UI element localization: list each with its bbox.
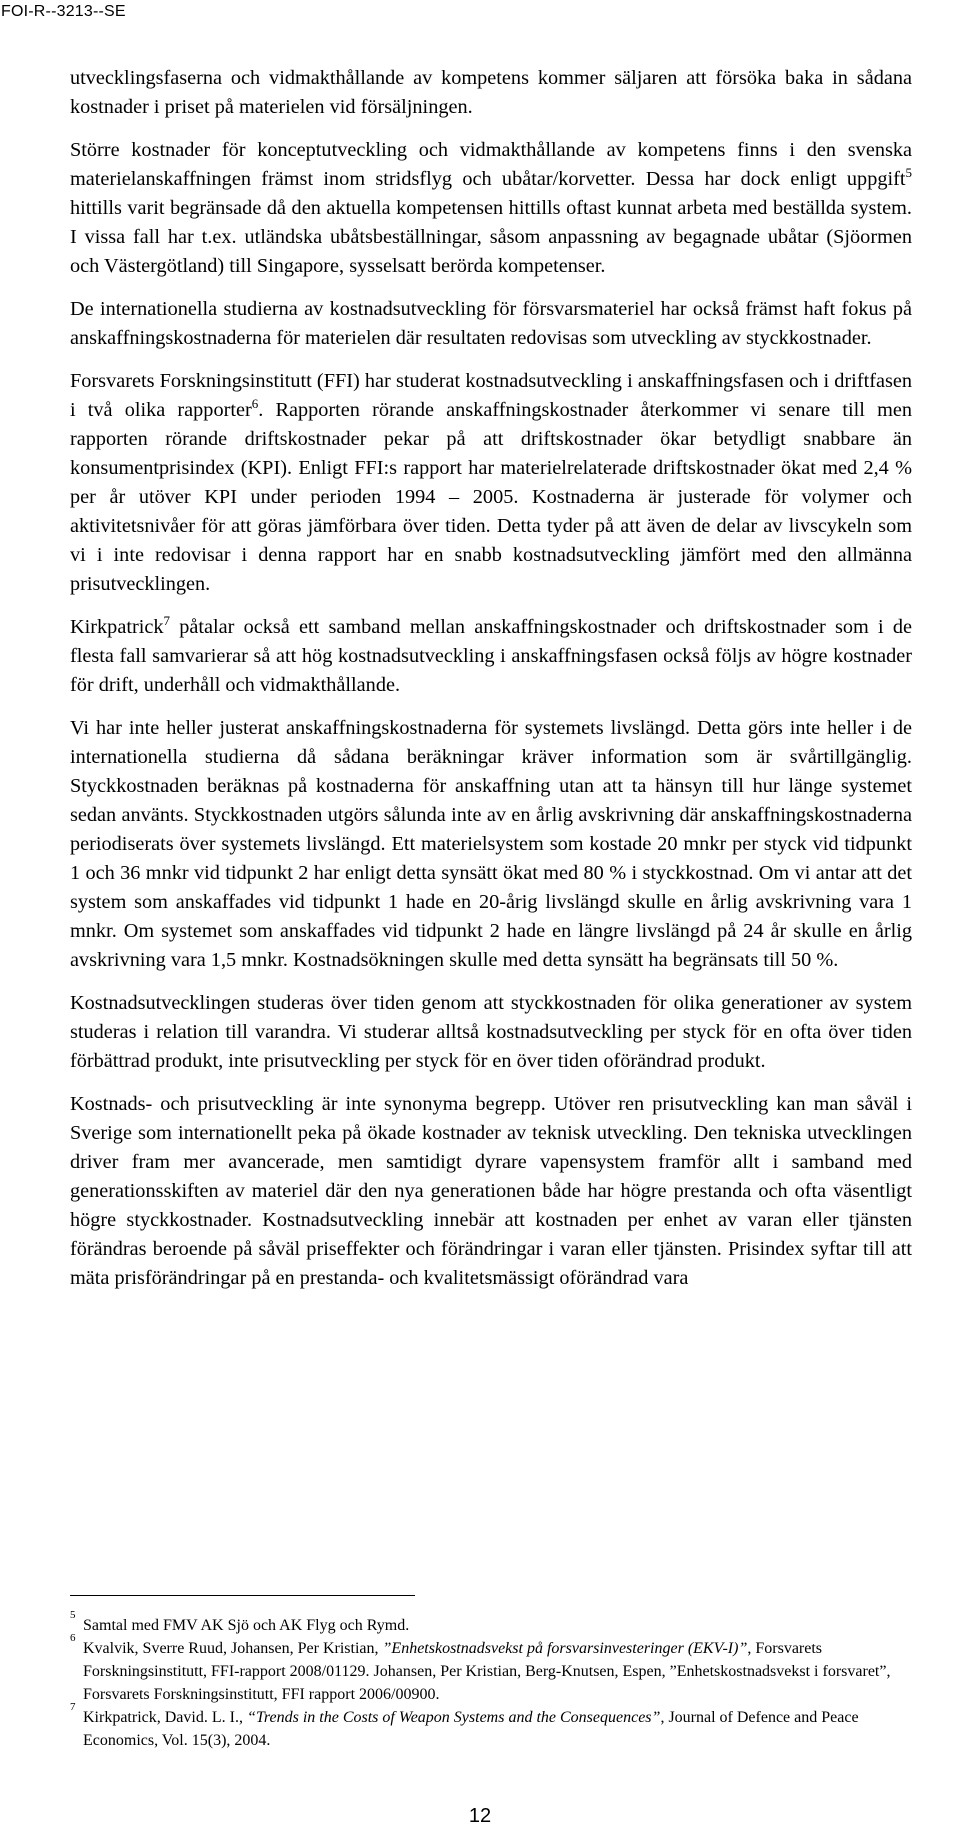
paragraph-7: Kostnadsutvecklingen studeras över tiden genom att styckkostnaden för olika generationer av system studeras i relation till varandra. Vi studerar alltså kostnadsutveckling per styck för en ofta över tiden förbättrad produkt, inte prisutveckling per styck för en över tiden oförändrad produkt.	[70, 992, 912, 1072]
footnote-title: ”Enhetskostnadsvekst på forsvarsinvesteringer (EKV-I)”	[382, 1640, 748, 1657]
footnote-text-a: Kirkpatrick, David. L. I.,	[83, 1709, 247, 1726]
footnote-ref-7: 7	[163, 613, 170, 628]
paragraph-5	[70, 613, 912, 700]
footnote-7	[70, 1701, 912, 1752]
paragraph-2-text-b: hittills varit begränsade då den aktuella kompetensen hittills oftast kunnat arbeta med beställda system. I vissa fall har t.ex. utländska ubåtsbeställningar, såsom anpassning av begagnade ubåtar (Sjöormen och Västergötland) till Singapore, sysselsatt berörda kompetenser.	[70, 197, 912, 277]
footnote-ref-6: 6	[251, 396, 259, 411]
footnote-text-b: , Forsvarets Forskningsinstitutt, FFI-rapport 2008/01129. Johansen, Per Kristian, Berg-Knutsen, Espen, ”Enhetskostnadsvekst i forsvaret”, Forsvarets Forskningsinstitutt, FFI rapport 2006/00900.	[83, 1640, 891, 1703]
paragraph-5-text-b: påtalar också ett samband mellan anskaffningskostnader och driftskostnader som i de flesta fall samvarierar så att hög kostnadsutveckling i anskaffningsfasen också följs av högre kostnader för drift, underhåll och vidmakthållande.	[70, 616, 912, 696]
footnote-number: 5	[70, 1609, 76, 1621]
paragraph-1: utvecklingsfaserna och vidmakthållande av kompetens kommer säljaren att försöka baka in sådana kostnader i priset på materielen vid försäljningen.	[70, 67, 912, 118]
footnote-text-a: Kvalvik, Sverre Ruud, Johansen, Per Kristian,	[83, 1640, 383, 1657]
footnote-ref-5: 5	[905, 165, 912, 180]
footnote-6	[70, 1632, 912, 1706]
paragraph-5-text-a: Kirkpatrick	[70, 616, 164, 638]
paragraph-6: Vi har inte heller justerat anskaffningskostnaderna för systemets livslängd. Detta görs inte heller i de internationella studierna då sådana beräkningar kräver information som är svårtillgänglig. Styckkostnaden beräknas på kostnaderna för anskaffning utan att ta hänsyn till hur länge systemet sedan använts. Styckkostnaden utgörs sålunda inte av en årlig avskrivning där anskaffningskostnaderna periodiserats över systemets livslängd. Ett materielsystem som kostade 20 mnkr per styck vid tidpunkt 1 och 36 mnkr vid tidpunkt 2 har enligt detta synsätt ökat med 80 % i styckkostnad. Om vi antar att det system som anskaffades vid tidpunkt 1 hade en 20-årig livslängd skulle en årlig avskrivning vara 1 mnkr. Om systemet som anskaffades vid tidpunkt 2 hade en längre livslängd på 24 år skulle en årlig avskrivning vara 1,5 mnkr. Kostnadsökningen skulle med detta synsätt ha begränsats till 50 %.	[70, 717, 912, 971]
paragraph-2-text-a: Större kostnader för konceptutveckling och vidmakthållande av kompetens finns i den svenska materielanskaffningen främst inom stridsflyg och ubåtar/korvetter. Dessa har dock enligt uppgift	[70, 139, 912, 190]
footnote-separator	[70, 1595, 415, 1596]
document-id-header: FOI-R--3213--SE	[1, 3, 126, 20]
paragraph-4	[70, 367, 912, 599]
footnote-title: “Trends in the Costs of Weapon Systems and the Consequences”	[246, 1709, 661, 1726]
footnote-number: 6	[70, 1632, 76, 1644]
body-text	[70, 64, 912, 1293]
footnotes	[70, 1609, 912, 1752]
paragraph-4-text-a: Forsvarets Forskningsinstitutt (FFI) har studerat kostnadsutveckling i anskaffningsfasen och i driftfasen i två olika rapporter	[70, 370, 912, 421]
paragraph-2	[70, 136, 912, 281]
paragraph-3: De internationella studierna av kostnadsutveckling för försvarsmateriel har också främst haft fokus på anskaffningskostnaderna för materielen där resultaten redovisas som utveckling av styckkostnader.	[70, 298, 912, 349]
paragraph-4-text-b: . Rapporten rörande anskaffningskostnader återkommer vi senare till men rapporten rörande driftskostnader pekar på att driftskostnader ökar betydligt snabbare än konsumentprisindex (KPI). Enligt FFI:s rapport har materielrelaterade driftskostnader ökat med 2,4 % per år utöver KPI under perioden 1994 – 2005. Kostnaderna är justerade för volymer och aktivitetsnivåer för att göras jämförbara över tiden. Detta tyder på att även de delar av livscykeln som vi i inte redovisar i denna rapport har en snabb kostnadsutveckling jämfört med den allmänna prisutvecklingen.	[70, 399, 913, 595]
footnote-number: 7	[70, 1701, 76, 1713]
paragraph-8: Kostnads- och prisutveckling är inte synonyma begrepp. Utöver ren prisutveckling kan man såväl i Sverige som internationellt peka på ökade kostnader av teknisk utveckling. Den tekniska utvecklingen driver fram mer avancerade, men samtidigt dyrare vapensystem framför allt i samband med generationsskiften av materiel där den nya generationen både har högre prestanda och ofta väsentligt högre styckkostnader. Kostnadsutveckling innebär att kostnaden per enhet av varan eller tjänsten förändras beroende på såväl priseffekter och förändringar i varan eller tjänsten. Prisindex syftar till att mäta prisförändringar på en prestanda- och kvalitetsmässigt oförändrad vara	[70, 1093, 912, 1289]
footnote-text: Samtal med FMV AK Sjö och AK Flyg och Rymd.	[83, 1617, 410, 1634]
footnote-text-b: , Journal of Defence and Peace Economics, Vol. 15(3), 2004.	[83, 1709, 859, 1749]
footnote-5	[70, 1609, 912, 1637]
page-number: 12	[468, 1805, 492, 1827]
